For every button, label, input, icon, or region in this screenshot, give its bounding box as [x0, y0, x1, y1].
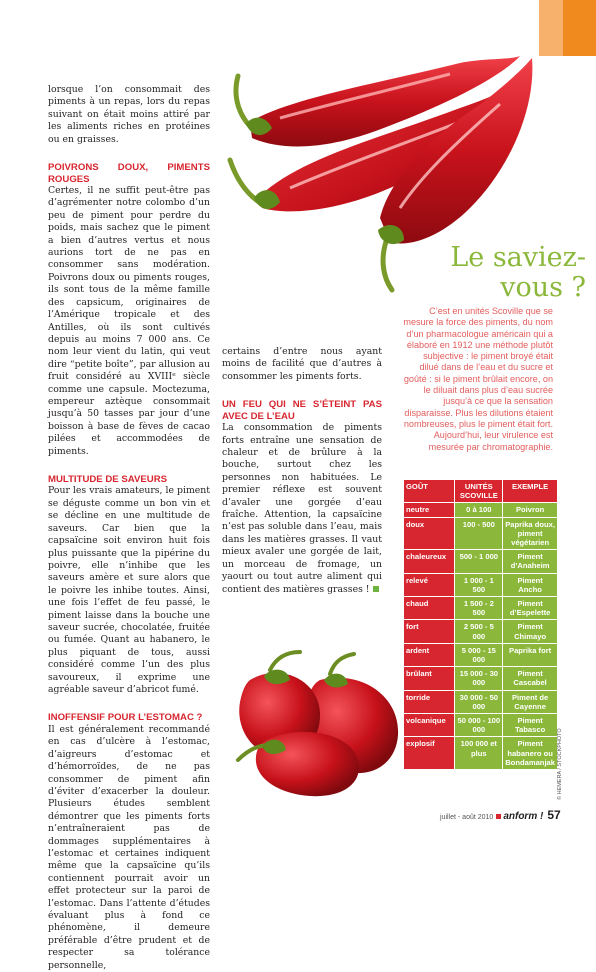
header-gout: GOÛT [404, 480, 455, 503]
header-exemple: EXEMPLE [503, 480, 557, 503]
page-number: 57 [547, 808, 561, 822]
cell-gout: brûlant [404, 667, 455, 690]
cell-unites: 5 000 - 15 000 [455, 643, 503, 666]
cell-exemple: Piment habanero ou Bondamanjak [503, 737, 557, 770]
cell-unites: 1 500 - 2 500 [455, 597, 503, 620]
cell-unites: 1 000 - 1 500 [455, 573, 503, 596]
saviez-vous-text: C’est en unités Scoville que se mesure la force des piments, du nom d’un pharmacologue américain qui a élaboré en 1912 une méthode plutôt subjective : le piment broyé était dilué dans de l’eau et du sucre et goûté : si le piment brûlait encore, on le diluait dans plus d’eau sucrée jusqu’à ce que la sensation disparaisse. Plus les dilutions étaient nombreuses, plus le piment était fort. Aujourd’hui, leur virulence est mesurée par chromatographie. [403, 306, 553, 452]
table-body [404, 503, 557, 770]
corner-tab-light [539, 0, 563, 56]
footer-square-icon [496, 814, 501, 819]
table-row [404, 643, 557, 666]
saviez-title-line-2: vous ? [500, 272, 586, 303]
cell-unites: 500 - 1 000 [455, 550, 503, 573]
continued-paragraph: certains d’entre nous ayant moins de facilité que d’autres à consommer les piments forts. [222, 346, 382, 382]
cell-gout: explosif [404, 737, 455, 770]
cell-unites: 100 000 et plus [455, 737, 503, 770]
cell-gout: neutre [404, 503, 455, 517]
table-row [404, 737, 557, 770]
cell-gout: relevé [404, 573, 455, 596]
article-column-2 [222, 346, 382, 596]
cell-unites: 0 à 100 [455, 503, 503, 517]
cell-exemple: Piment d’Anaheim [503, 550, 557, 573]
cell-gout: doux [404, 517, 455, 550]
cell-exemple: Piment Tabasco [503, 714, 557, 737]
cell-unites: 100 - 500 [455, 517, 503, 550]
magazine-brand: anform ! [503, 811, 544, 822]
heading-eau: UN FEU QUI NE S’ÉTEINT PAS AVEC DE L’EAU [222, 399, 382, 422]
table-row [404, 714, 557, 737]
corner-tab-dark [563, 0, 596, 56]
cell-exemple: Piment Cascabel [503, 667, 557, 690]
table-row [404, 517, 557, 550]
paragraph-eau-text: La consommation de piments forts entraîne une sensation de chaleur et de brûlure à la bouche, surtout chez les personnes non habituées. Le premier réflexe est souvent d’avaler une gorgée d’eau fraîche. Attention, la capsaïcine n’est pas soluble dans l’eau, mais dans les matières grasses. Il vaut mieux avaler une gorgée de lait, un morceau de fromage, un yaourt ou tout autre aliment qui contient des matières grasses ! [222, 422, 382, 595]
intro-paragraph: lorsque l’on consommait des piments à un repas, lors du repas suivant on était moins attiré par les aliments riches en protéines ou en graisses. [48, 84, 210, 145]
table-row [404, 503, 557, 517]
cell-unites: 2 500 - 5 000 [455, 620, 503, 643]
scoville-table [404, 480, 557, 770]
heading-saveurs: MULTITUDE DE SAVEURS [48, 473, 168, 485]
header-unites: UNITÉS SCOVILLE [455, 480, 503, 503]
habanero-peppers-image [230, 640, 405, 800]
heading-poivrons: POIVRONS DOUX, PIMENTS ROUGES [48, 162, 210, 185]
table-row [404, 667, 557, 690]
cell-exemple: Piment d’Espelette [503, 597, 557, 620]
end-of-article-square-icon [373, 586, 379, 592]
cell-unites: 30 000 - 50 000 [455, 690, 503, 713]
cell-exemple: Paprika doux, piment végétarien [503, 517, 557, 550]
cell-gout: volcanique [404, 714, 455, 737]
cell-unites: 15 000 - 30 000 [455, 667, 503, 690]
table-row [404, 620, 557, 643]
cell-exemple: Poivron [503, 503, 557, 517]
cell-gout: fort [404, 620, 455, 643]
cell-exemple: Piment Chimayo [503, 620, 557, 643]
footer-date: juillet - août 2010 [440, 814, 494, 821]
paragraph-poivrons: Certes, il ne suffit peut-être pas d’agrémenter notre colombo d’un peu de piment pour perdre du poids, mais sachez que le piment a bien d’autres vertus et nous aurions tort de ne pas en consommer sans modération. Poivrons doux ou piments rouges, ils sont tous de la même famille des capsicum, originaires de l’Amérique tropicale et des Antilles, où ils sont cultivés depuis au moins 7 000 ans. Ce nom leur vient du latin, qui veut dire “petite boîte”, par allusion au fruit considéré au XVIIIᵉ siècle comme une capsule. Moctezuma, empereur aztèque consommait jusqu’à 50 tasses par jour d’une boisson à base de fèves de cacao pilées et accommodées de piments. [48, 185, 210, 457]
cell-exemple: Piment de Cayenne [503, 690, 557, 713]
photo-credit: © HEMERA / STOCKPHOTO [557, 728, 563, 800]
cell-gout: chaleureux [404, 550, 455, 573]
article-column-1 [48, 84, 210, 972]
saviez-vous-title [390, 243, 586, 303]
cell-unites: 50 000 - 100 000 [455, 714, 503, 737]
saviez-title-line-1: Le saviez- [450, 242, 586, 273]
table-row [404, 597, 557, 620]
table-row [404, 573, 557, 596]
page-footer [440, 808, 580, 822]
table-header-row [404, 480, 557, 503]
paragraph-estomac: Il est généralement recommandé en cas d’ulcère à l’estomac, d’aigreurs d’estomac et d’hémorroïdes, de ne pas consommer de piment afin d’éviter d’exacerber la douleur. Plusieurs études semblent démontrer que les piments forts n’entraîneraient pas de dommages supplémentaires à l’estomac et certaines indiquent même que la capsaïcine qu’ils contiennent pourrait avoir un effet protecteur sur la paroi de l’estomac. Dans l’attente d’études évaluant plus à fond ce phénomène, il demeure préférable d’être prudent et de respecter sa tolérance personnelle, [48, 723, 210, 971]
cell-gout: ardent [404, 643, 455, 666]
cell-exemple: Paprika fort [503, 643, 557, 666]
cell-gout: chaud [404, 597, 455, 620]
paragraph-saveurs: Pour les vrais amateurs, le piment se déguste comme un bon vin et se décline en une multitude de saveurs. Car bien que la capsaïcine soit environ huit fois plus puissante que la pipérine du poivre, elle n’inhibe que les saveurs amère et sure alors que le poivre les inhibe toutes. Ainsi, une fois l’effet de feu passé, le piment laisse dans la bouche une saveur sucrée, chocolatée, fruitée ou fumée. Quant au habanero, le plus piquant de tous, aussi considéré comme l’un des plus savoureux, il exprime une agréable saveur d’abricot fumé. [48, 485, 210, 695]
cell-exemple: Piment Ancho [503, 573, 557, 596]
cell-gout: torride [404, 690, 455, 713]
table-row [404, 690, 557, 713]
paragraph-eau [222, 422, 382, 596]
heading-estomac: INOFFENSIF POUR L’ESTOMAC ? [48, 712, 203, 724]
table-row [404, 550, 557, 573]
